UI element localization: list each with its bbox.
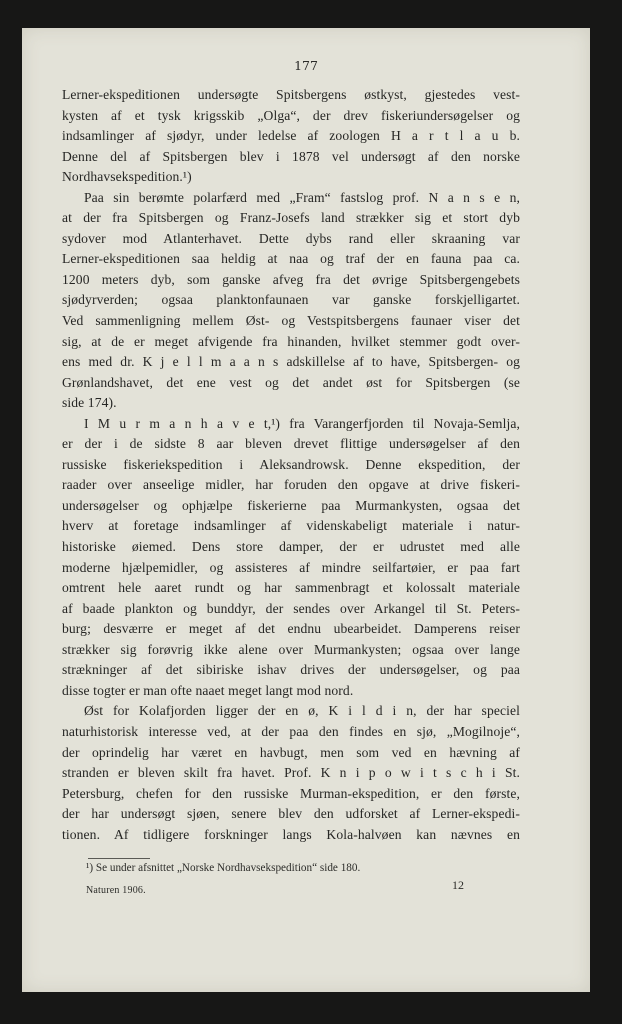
- text-line: burg; desværre er meget af det endnu ubearbeidet. Damperens reiser: [62, 621, 520, 637]
- text-line: omtrent hele aaret rundt og har sammenbragt et kolossalt materiale: [62, 580, 520, 596]
- sheet-number: 12: [452, 878, 464, 892]
- text-line: hverv at foretage indsamlinger af videnskabeligt materiale i natur-: [62, 518, 520, 534]
- text-line: Ved sammenligning mellem Øst- og Vestspitsbergens faunaer viser det: [62, 313, 520, 329]
- journal-signature: Naturen 1906.: [86, 885, 146, 896]
- text-line: sig, at de er meget afvigende fra hinanden, hvilket stemmer godt over-: [62, 333, 520, 349]
- text-line: historiske øiemed. Dens store damper, der er udrustet med alle: [62, 539, 520, 555]
- text-line: sjødyrverden; ogsaa planktonfaunaen var ganske forskjelligartet.: [62, 292, 520, 308]
- text-line: I M u r m a n h a v e t,¹) fra Varangerfjorden til Novaja-Semlja,: [84, 415, 520, 431]
- text-line: strækninger af det sibiriske ishav drives der undersøgelser, og paa: [62, 662, 520, 678]
- text-line: naturhistorisk interesse ved, at der paa den findes en sjø, „Mogilnoje“,: [62, 723, 520, 739]
- text-line: moderne hjælpemidler, og assisteres af mindre seilfartøier, er paa fart: [62, 559, 520, 575]
- footnote-divider: [88, 858, 150, 859]
- text-line: Petersburg, chefen for den russiske Murman-ekspedition, er den første,: [62, 785, 520, 801]
- text-line: undersøgelser og ophjælpe fiskerierne paa Murmankysten, ogsaa det: [62, 497, 520, 513]
- text-line: af baade plankton og bunddyr, der sendes over Arkangel til St. Peters-: [62, 600, 520, 616]
- text-line: der oprindelig har været en havbugt, men som ved en hævning af: [62, 744, 520, 760]
- text-line: der har undersøgt sjøen, senere blev den udforsket af Lerner-ekspedi-: [62, 806, 520, 822]
- text-line: er der i de sidste 8 aar bleven drevet flittige undersøgelser af den: [62, 436, 520, 452]
- footnote: ¹) Se under afsnittet „Norske Nordhavsekspedition“ side 180.: [86, 862, 361, 874]
- document-page: [22, 28, 590, 992]
- text-line: Øst for Kolafjorden ligger der en ø, K i l d i n, der har speciel: [84, 703, 520, 719]
- text-line: 1200 meters dyb, som ganske afveg fra det øvrige Spitsbergengebets: [62, 271, 520, 287]
- paragraph: [62, 85, 520, 188]
- paragraph: [62, 188, 520, 414]
- text-line: Lerner-ekspeditionen saa heldig at naa og traf der en fauna paa ca.: [62, 251, 520, 267]
- text-line: Paa sin berømte polarfærd med „Fram“ fastslog prof. N a n s e n,: [84, 189, 520, 205]
- text-line: tionen. Af tidligere forskninger langs Kola-halvøen kan nævnes en: [62, 826, 520, 842]
- text-line: Lerner-ekspeditionen undersøgte Spitsbergens østkyst, gjestedes vest-: [62, 87, 520, 102]
- text-line: russiske fiskeriekspedition i Aleksandrowsk. Denne ekspedition, der: [62, 456, 520, 472]
- body-text: [62, 85, 520, 845]
- text-line: ens med dr. K j e l l m a a n s adskillelse af to have, Spitsbergen- og: [62, 354, 520, 370]
- text-line: sydover mod Atlanterhavet. Dette dybs rand eller skraaning var: [62, 230, 520, 246]
- text-line: at der fra Spitsbergen og Franz-Josefs land strækker sig et stort dyb: [62, 210, 520, 226]
- text-line: stranden er bleven skilt fra havet. Prof. K n i p o w i t s c h i St.: [62, 765, 520, 781]
- text-line: indsamlinger af sjødyr, under ledelse af zoologen H a r t l a u b.: [62, 128, 520, 144]
- text-line: kysten af et tysk krigsskib „Olga“, der drev fiskeriundersøgelser og: [62, 107, 520, 123]
- text-line: side 174).: [62, 395, 117, 411]
- text-line: strækker sig forøvrig ikke alene over Murmankysten; ogsaa over lange: [62, 641, 520, 657]
- paragraph: [62, 701, 520, 845]
- text-line: Nordhavsekspedition.¹): [62, 169, 192, 185]
- paragraph: [62, 414, 520, 702]
- text-line: raader over anseelige midler, har foruden den opgave at drive fiskeri-: [62, 477, 520, 493]
- text-line: Grønlandshavet, det ene vest og det andet øst for Spitsbergen (se: [62, 374, 520, 390]
- page-number: 177: [294, 58, 318, 73]
- text-line: disse togter er man ofte naaet meget langt mod nord.: [62, 682, 354, 698]
- text-line: Denne del af Spitsbergen blev i 1878 vel undersøgt af den norske: [62, 148, 520, 164]
